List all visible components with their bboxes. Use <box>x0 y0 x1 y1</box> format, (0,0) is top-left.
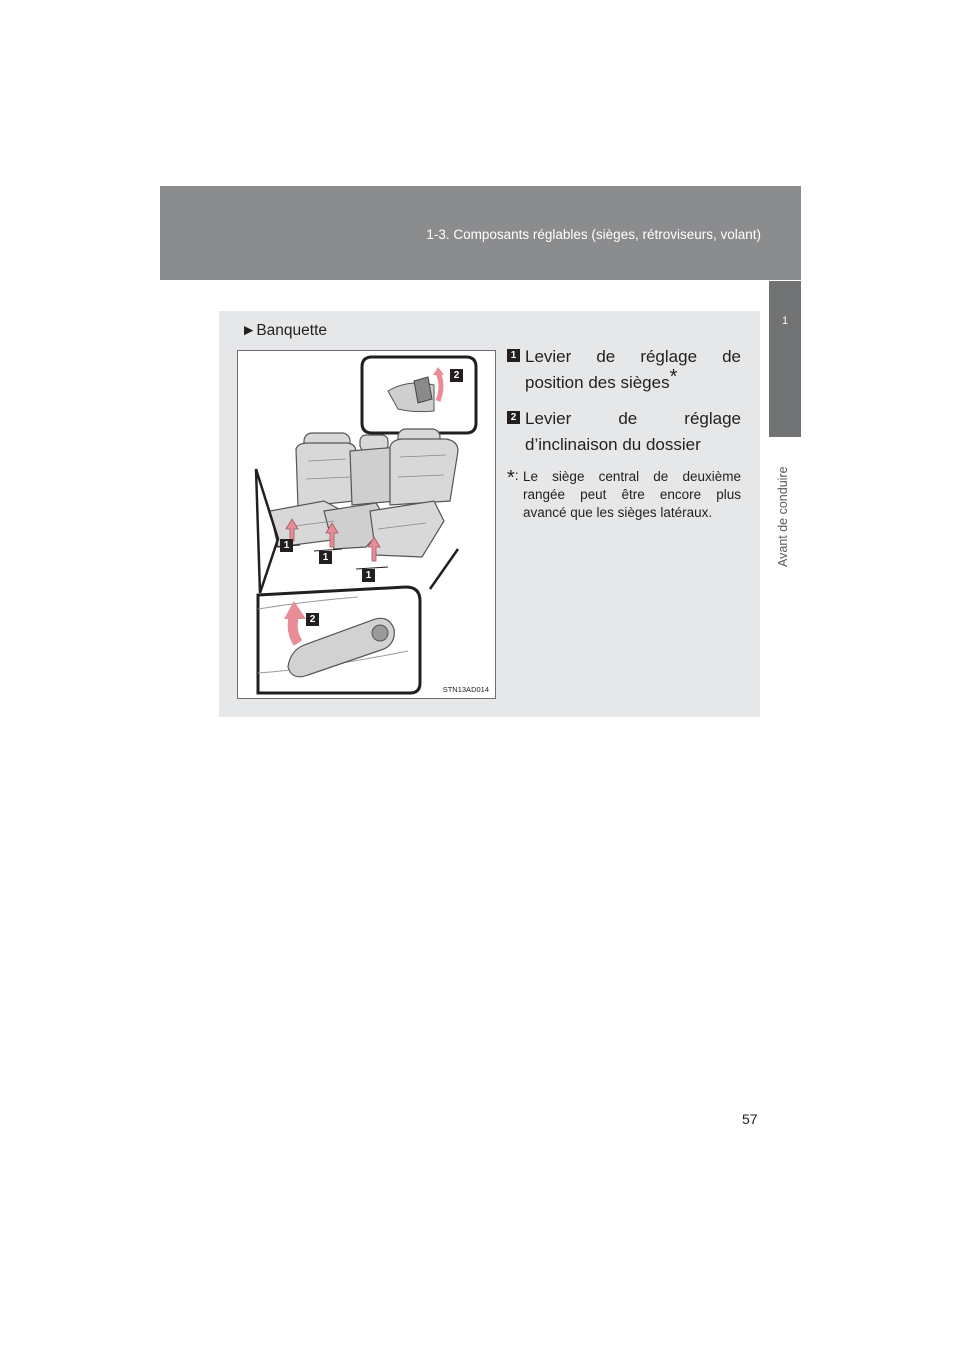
callout-2-top: 2 <box>450 369 463 382</box>
legend-item-recline-lever <box>507 406 741 458</box>
legend-text-2-line2: d’inclinaison du dossier <box>525 435 701 454</box>
section-title: 1-3. Composants réglables (sièges, rétroviseurs, volant) <box>426 227 761 242</box>
page-number: 57 <box>742 1111 758 1127</box>
legend-number-1: 1 <box>507 349 520 362</box>
chapter-label: Avant de conduire <box>776 466 790 567</box>
legend-number-2: 2 <box>507 411 520 424</box>
legend-item-position-lever <box>507 344 741 396</box>
chapter-number: 1 <box>781 315 789 327</box>
figure-code: STN13AD014 <box>442 685 489 694</box>
footnote-text: Le siège central de deuxième rangée peut être encore plus avancé que les sièges latéraux. <box>523 469 741 520</box>
callout-1-middle: 1 <box>319 551 332 564</box>
chapter-tab <box>769 281 801 437</box>
content-box <box>219 311 760 717</box>
subheading: ►Banquette <box>241 322 328 339</box>
legend-text-1-line1: Levier de réglage de <box>525 347 741 366</box>
seat-drawing <box>238 351 496 699</box>
legend <box>507 344 741 522</box>
seat-illustration <box>237 350 496 699</box>
header-band <box>160 186 801 280</box>
callout-1-right: 1 <box>362 569 375 582</box>
legend-text-1-line2: position des sièges <box>525 373 670 392</box>
callout-2-bottom: 2 <box>306 613 319 626</box>
footnote-asterisk: * <box>507 467 515 489</box>
footnote-marker: * <box>669 366 678 388</box>
footnote <box>507 468 741 522</box>
callout-1-left: 1 <box>280 539 293 552</box>
legend-text-2-line1: Levier de réglage <box>525 409 741 428</box>
footnote-colon: : <box>514 467 519 483</box>
